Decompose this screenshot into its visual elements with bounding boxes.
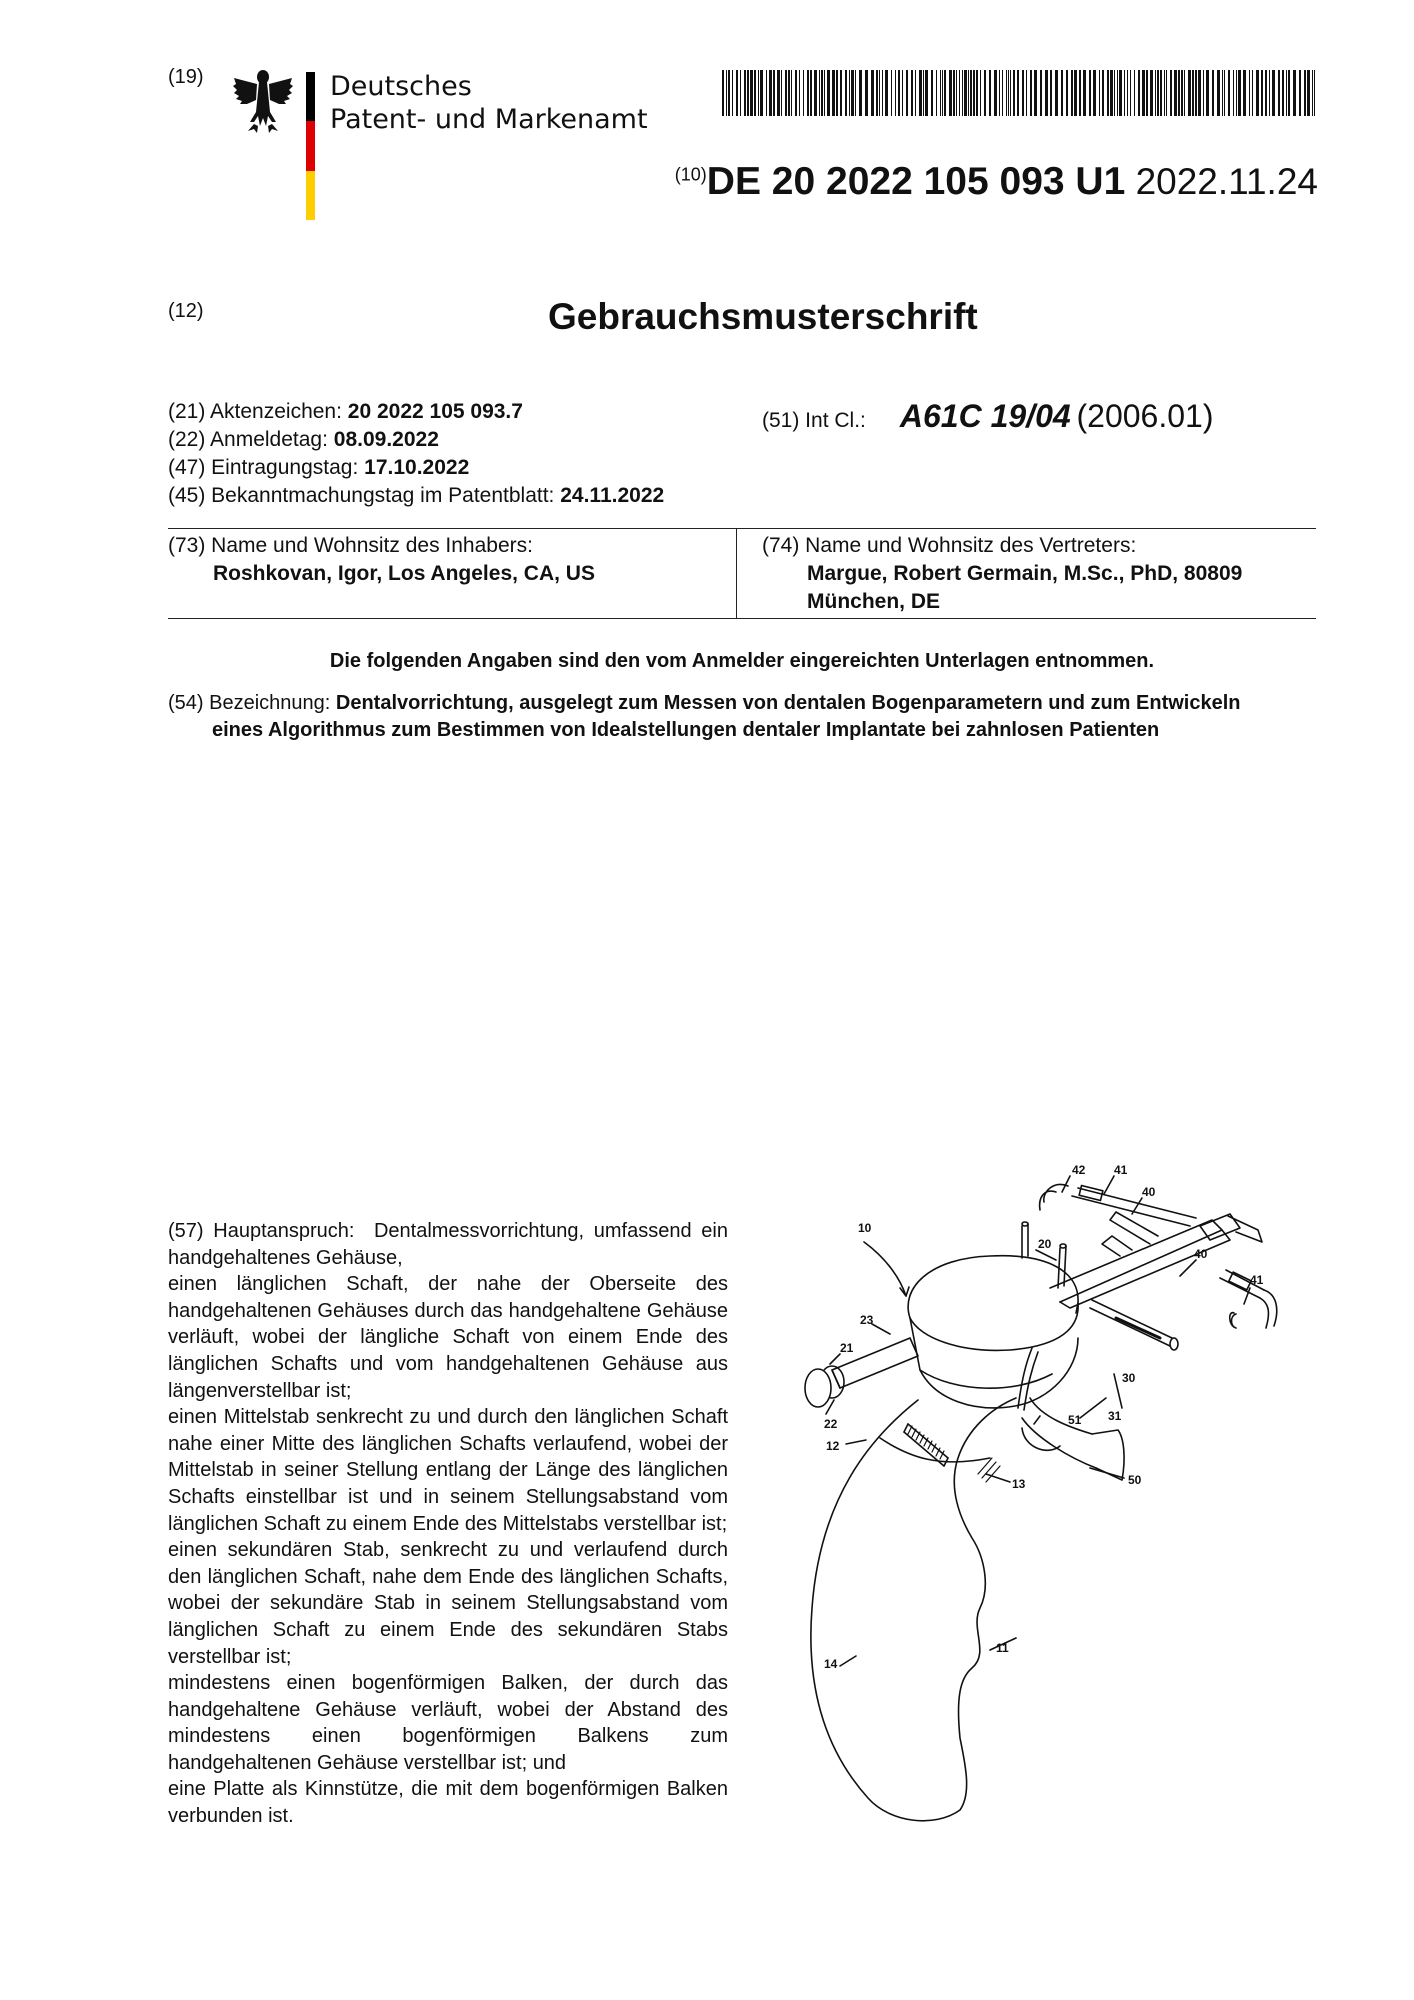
owner-block <box>168 532 728 588</box>
barcode-bar <box>1217 70 1220 116</box>
barcode-bar <box>1299 70 1301 116</box>
barcode-bar <box>970 70 972 116</box>
filing-date-value: 08.09.2022 <box>333 428 439 451</box>
designation-title-line1: Dentalvorrichtung, ausgelegt zum Messen von dentalen Bogenparametern und zum Entwickeln <box>335 692 1241 714</box>
barcode-bar <box>865 70 868 116</box>
barcode-bar <box>760 70 763 116</box>
barcode-bar <box>1050 70 1052 116</box>
barcode-bar <box>1203 70 1204 116</box>
barcode-bar <box>1288 70 1290 116</box>
barcode-bar <box>1026 70 1027 116</box>
barcode-bar <box>964 70 967 116</box>
barcode-bar <box>766 70 767 116</box>
barcode-bar <box>819 70 820 116</box>
barcode-bar <box>1312 70 1313 116</box>
barcode-bar <box>1252 70 1253 116</box>
barcode-bar <box>1160 70 1162 116</box>
inid-code-12: (12) <box>168 300 204 322</box>
figure-label: 51 <box>1068 1413 1082 1427</box>
barcode-bar <box>1307 70 1310 116</box>
barcode-bar <box>906 70 908 116</box>
barcode-bar <box>936 70 937 116</box>
barcode-bar <box>1127 70 1128 116</box>
claim-label: (57) Hauptanspruch: <box>168 1220 355 1242</box>
figure-label: 30 <box>1122 1371 1136 1385</box>
barcode-bar <box>807 70 809 116</box>
barcode-bar <box>1124 70 1125 116</box>
barcode-bar <box>795 70 797 116</box>
barcode-bar <box>902 70 903 116</box>
figure-label: 40 <box>1142 1185 1156 1199</box>
barcode-bar <box>1269 70 1270 116</box>
figure-label: 50 <box>1128 1473 1142 1487</box>
barcode-bar <box>855 70 856 116</box>
barcode-bar <box>1166 70 1167 116</box>
barcode-bar <box>740 70 741 116</box>
barcode-bar <box>1157 70 1159 116</box>
barcode-bar <box>1107 70 1109 116</box>
barcode-bar <box>773 70 775 116</box>
barcode-bar <box>824 70 825 116</box>
ipc-version: (2006.01) <box>1076 398 1214 434</box>
barcode-bar <box>803 70 804 116</box>
barcode-bar <box>1222 70 1223 116</box>
barcode-bar <box>1119 70 1122 116</box>
barcode-bar <box>911 70 913 116</box>
document-date: 2022.11.24 <box>1135 161 1318 202</box>
barcode-bar <box>1102 70 1104 116</box>
barcode-bar <box>732 70 733 116</box>
publication-date-value: 24.11.2022 <box>560 484 665 507</box>
file-reference: (21) Aktenzeichen: 20 2022 105 093.7 <box>168 400 523 423</box>
barcode-bar <box>879 70 880 116</box>
document-number-line <box>675 160 1318 204</box>
barcode-bar <box>814 70 817 116</box>
office-name-line1: Deutsches <box>330 71 472 102</box>
barcode-bar <box>1002 70 1003 116</box>
bibliographic-data <box>168 398 664 510</box>
barcode-bar <box>1138 70 1140 116</box>
barcode-bar <box>1181 70 1183 116</box>
barcode-bar <box>942 70 943 116</box>
figure-label: 23 <box>860 1313 874 1327</box>
barcode-bar <box>1192 70 1194 116</box>
barcode-bar <box>1178 70 1180 116</box>
barcode-bar <box>1233 70 1234 116</box>
barcode-bar <box>1071 70 1073 116</box>
main-claim <box>168 1218 728 1830</box>
barcode-bar <box>968 70 969 116</box>
barcode-bar <box>1008 70 1009 116</box>
barcode-bar <box>849 70 850 116</box>
document-type-title: Gebrauchsmusterschrift <box>548 296 978 337</box>
barcode-bar <box>953 70 955 116</box>
german-flag-stripe <box>306 72 315 220</box>
figure-label: 40 <box>1194 1247 1208 1261</box>
barcode-bar <box>845 70 847 116</box>
barcode-bar <box>1022 70 1024 116</box>
barcode-bar <box>1089 70 1091 116</box>
barcode-bar <box>915 70 916 116</box>
barcode-bar <box>851 70 854 116</box>
figure-label: 22 <box>824 1417 838 1431</box>
barcode-bar <box>788 70 790 116</box>
publication-date: (45) Bekanntmachungstag im Patentblatt: 24.11.2022 <box>168 484 665 507</box>
barcode-bar <box>728 70 730 116</box>
barcode-bar <box>1130 70 1131 116</box>
barcode-bar <box>744 70 746 116</box>
claim-intro: (57) Hauptanspruch: Dentalmessvorrichtung, umfassend ein handgehaltenes Gehäuse, <box>168 1220 729 1269</box>
barcode-bar <box>1142 70 1145 116</box>
barcode-bar <box>980 70 981 116</box>
barcode-bar <box>999 70 1000 116</box>
barcode-bar <box>1278 70 1280 116</box>
barcode-bar <box>747 70 749 116</box>
barcode-bar <box>1198 70 1201 116</box>
barcode-bar <box>821 70 823 116</box>
barcode-bar <box>919 70 922 116</box>
representative-value-line1: Margue, Robert Germain, M.Sc., PhD, 80809 <box>807 562 1243 585</box>
barcode-bar <box>769 70 772 116</box>
barcode-bar <box>1184 70 1185 116</box>
barcode-bar <box>1083 70 1086 116</box>
divider-top <box>168 528 1316 529</box>
barcode-bar <box>1010 70 1011 116</box>
barcode-bar <box>1061 70 1063 116</box>
federal-eagle-logo <box>232 68 294 134</box>
barcode-bar <box>976 70 978 116</box>
barcode-bar <box>1074 70 1077 116</box>
claim-paragraph: mindestens einen bogenförmigen Balken, der durch das handgehaltene Gehäuse verläuft, wobei der Abstand des mindestens einen bogenförmigen Balkens zum handgehaltenen Gehäuse verstellbar ist; und <box>168 1672 728 1774</box>
barcode-bar <box>923 70 924 116</box>
barcode-bar <box>1224 70 1225 116</box>
barcode-bar <box>799 70 800 116</box>
barcode-bar <box>876 70 878 116</box>
figure-label: 20 <box>1038 1237 1052 1251</box>
registration-date-value: 17.10.2022 <box>364 456 470 479</box>
barcode-bar <box>1110 70 1113 116</box>
barcode-bar <box>791 70 792 116</box>
designation-title-line2: eines Algorithmus zum Bestimmen von Idealstellungen dentaler Implantate bei zahnlosen Patienten <box>212 719 1160 741</box>
barcode-bar <box>1079 70 1081 116</box>
figure-label: 12 <box>826 1439 840 1453</box>
designation <box>168 690 1316 744</box>
barcode-bar <box>956 70 957 116</box>
barcode-bar <box>1170 70 1172 116</box>
barcode-bar <box>1265 70 1267 116</box>
representative-label: (74) Name und Wohnsitz des Vertreters: <box>762 534 1137 557</box>
barcode-bar <box>836 70 838 116</box>
barcode <box>722 70 1316 116</box>
barcode-bar <box>959 70 960 116</box>
barcode-bar <box>1155 70 1156 116</box>
claim-paragraph: einen sekundären Stab, senkrecht zu und verlaufend durch den länglichen Schaft, nahe dem Ende des länglichen Schafts, wobei der sekundäre Stab in seinem Stellungsabstand vom länglichen Schaft zu einem Ende des sekundären Stabs verstellbar ist; <box>168 1539 728 1668</box>
applicant-notice: Die folgenden Angaben sind den vom Anmelder eingereichten Unterlagen entnommen. <box>329 650 1155 672</box>
barcode-bar <box>1150 70 1153 116</box>
figure-label: 13 <box>1012 1477 1026 1491</box>
barcode-bar <box>736 70 738 116</box>
barcode-bar <box>1099 70 1100 116</box>
barcode-bar <box>925 70 928 116</box>
barcode-bar <box>840 70 842 116</box>
barcode-bar <box>1286 70 1287 116</box>
barcode-bar <box>1066 70 1068 116</box>
barcode-bar <box>973 70 975 116</box>
representative-block <box>762 532 1322 616</box>
barcode-bar <box>1017 70 1019 116</box>
figure-label: 31 <box>1108 1409 1122 1423</box>
barcode-bar <box>1212 70 1214 116</box>
barcode-bar <box>898 70 900 116</box>
barcode-bar <box>1055 70 1058 116</box>
barcode-bar <box>1206 70 1209 116</box>
barcode-bar <box>931 70 933 116</box>
figure-label: 41 <box>1250 1273 1264 1287</box>
figure-label: 10 <box>858 1221 872 1235</box>
barcode-bar <box>750 70 753 116</box>
registration-date: (47) Eintragungstag: 17.10.2022 <box>168 456 470 479</box>
figure-label: 41 <box>1114 1163 1128 1177</box>
barcode-bar <box>1006 70 1007 116</box>
barcode-bar <box>1045 70 1048 116</box>
inid-code-10: (10) <box>674 164 707 185</box>
barcode-bar <box>1282 70 1284 116</box>
claim-paragraph: einen länglichen Schaft, der nahe der Oberseite des handgehaltenen Gehäuses durch das handgehaltene Gehäuse verläuft, wobei der längliche Schaft von einem Ende des länglichen Schafts und vom handgehaltenen Gehäuse aus längenverstellbar ist; <box>168 1273 728 1402</box>
barcode-bar <box>989 70 991 116</box>
barcode-bar <box>1174 70 1177 116</box>
ipc-label: (51) Int Cl.: <box>762 409 866 432</box>
representative-value-line2: München, DE <box>807 590 941 613</box>
barcode-bar <box>758 70 759 116</box>
barcode-bar <box>944 70 946 116</box>
claim-paragraph: eine Platte als Kinnstütze, die mit dem bogenförmigen Balken verbunden ist. <box>168 1778 728 1828</box>
document-number: DE 20 2022 105 093 U1 <box>706 160 1126 203</box>
ipc-classification <box>762 398 1213 435</box>
barcode-bar <box>1117 70 1118 116</box>
barcode-bar <box>1040 70 1042 116</box>
barcode-bar <box>940 70 941 116</box>
office-name <box>330 70 648 136</box>
barcode-bar <box>1238 70 1241 116</box>
owner-label: (73) Name und Wohnsitz des Inhabers: <box>168 534 533 557</box>
barcode-bar <box>1093 70 1096 116</box>
barcode-bar <box>754 70 756 116</box>
figure-label: 14 <box>824 1657 838 1671</box>
claim-paragraph: einen Mittelstab senkrecht zu und durch den länglichen Schaft nahe einer Mitte des länglichen Schafts verlaufend, wobei der Mittelstab in seiner Stellung entlang der Länge des länglichen Schafts einstellbar ist und in seinem Stellungsabstand vom länglichen Schaft zu einem Ende des Mittelstabs verstellbar ist; <box>168 1406 728 1535</box>
inid-code-19: (19) <box>168 66 204 88</box>
barcode-bar <box>832 70 835 116</box>
barcode-bar <box>810 70 812 116</box>
barcode-bar <box>1188 70 1191 116</box>
figure-label: 21 <box>840 1341 854 1355</box>
divider-vertical <box>736 528 737 618</box>
barcode-bar <box>1030 70 1032 116</box>
barcode-bar <box>1134 70 1135 116</box>
barcode-bar <box>1293 70 1296 116</box>
barcode-bar <box>882 70 883 116</box>
barcode-bar <box>949 70 952 116</box>
barcode-bar <box>871 70 874 116</box>
office-name-line2: Patent- und Markenamt <box>330 104 648 135</box>
barcode-bar <box>777 70 780 116</box>
barcode-bar <box>859 70 862 116</box>
barcode-bar <box>1272 70 1275 116</box>
barcode-bar <box>785 70 787 116</box>
barcode-bar <box>1256 70 1259 116</box>
figure-label: 42 <box>1072 1163 1086 1177</box>
barcode-bar <box>1228 70 1230 116</box>
barcode-bar <box>1034 70 1037 116</box>
barcode-bar <box>1164 70 1165 116</box>
barcode-bar <box>1114 70 1115 116</box>
barcode-bar <box>962 70 963 116</box>
barcode-bar <box>885 70 888 116</box>
filing-date: (22) Anmeldetag: 08.09.2022 <box>168 428 439 451</box>
barcode-bar <box>722 70 724 116</box>
barcode-bar <box>891 70 892 116</box>
barcode-bar <box>1195 70 1197 116</box>
barcode-bar <box>1314 70 1315 116</box>
barcode-bar <box>984 70 986 116</box>
barcode-bar <box>827 70 830 116</box>
barcode-bar <box>1304 70 1306 116</box>
owner-value: Roshkovan, Igor, Los Angeles, CA, US <box>213 562 595 585</box>
barcode-bar <box>1236 70 1237 116</box>
barcode-bar <box>1013 70 1015 116</box>
device-drawing <box>760 1138 1300 1848</box>
barcode-bar <box>726 70 727 116</box>
barcode-bar <box>1249 70 1250 116</box>
barcode-bar <box>1243 70 1246 116</box>
barcode-bar <box>895 70 896 116</box>
file-reference-value: 20 2022 105 093.7 <box>347 400 523 423</box>
figure-label: 11 <box>996 1641 1009 1655</box>
barcode-bar <box>1146 70 1148 116</box>
designation-label: (54) Bezeichnung: <box>168 692 331 714</box>
ipc-code: A61C 19/04 <box>899 398 1071 434</box>
barcode-bar <box>994 70 997 116</box>
barcode-bar <box>1261 70 1263 116</box>
divider-bottom <box>168 618 1316 619</box>
barcode-bar <box>781 70 782 116</box>
